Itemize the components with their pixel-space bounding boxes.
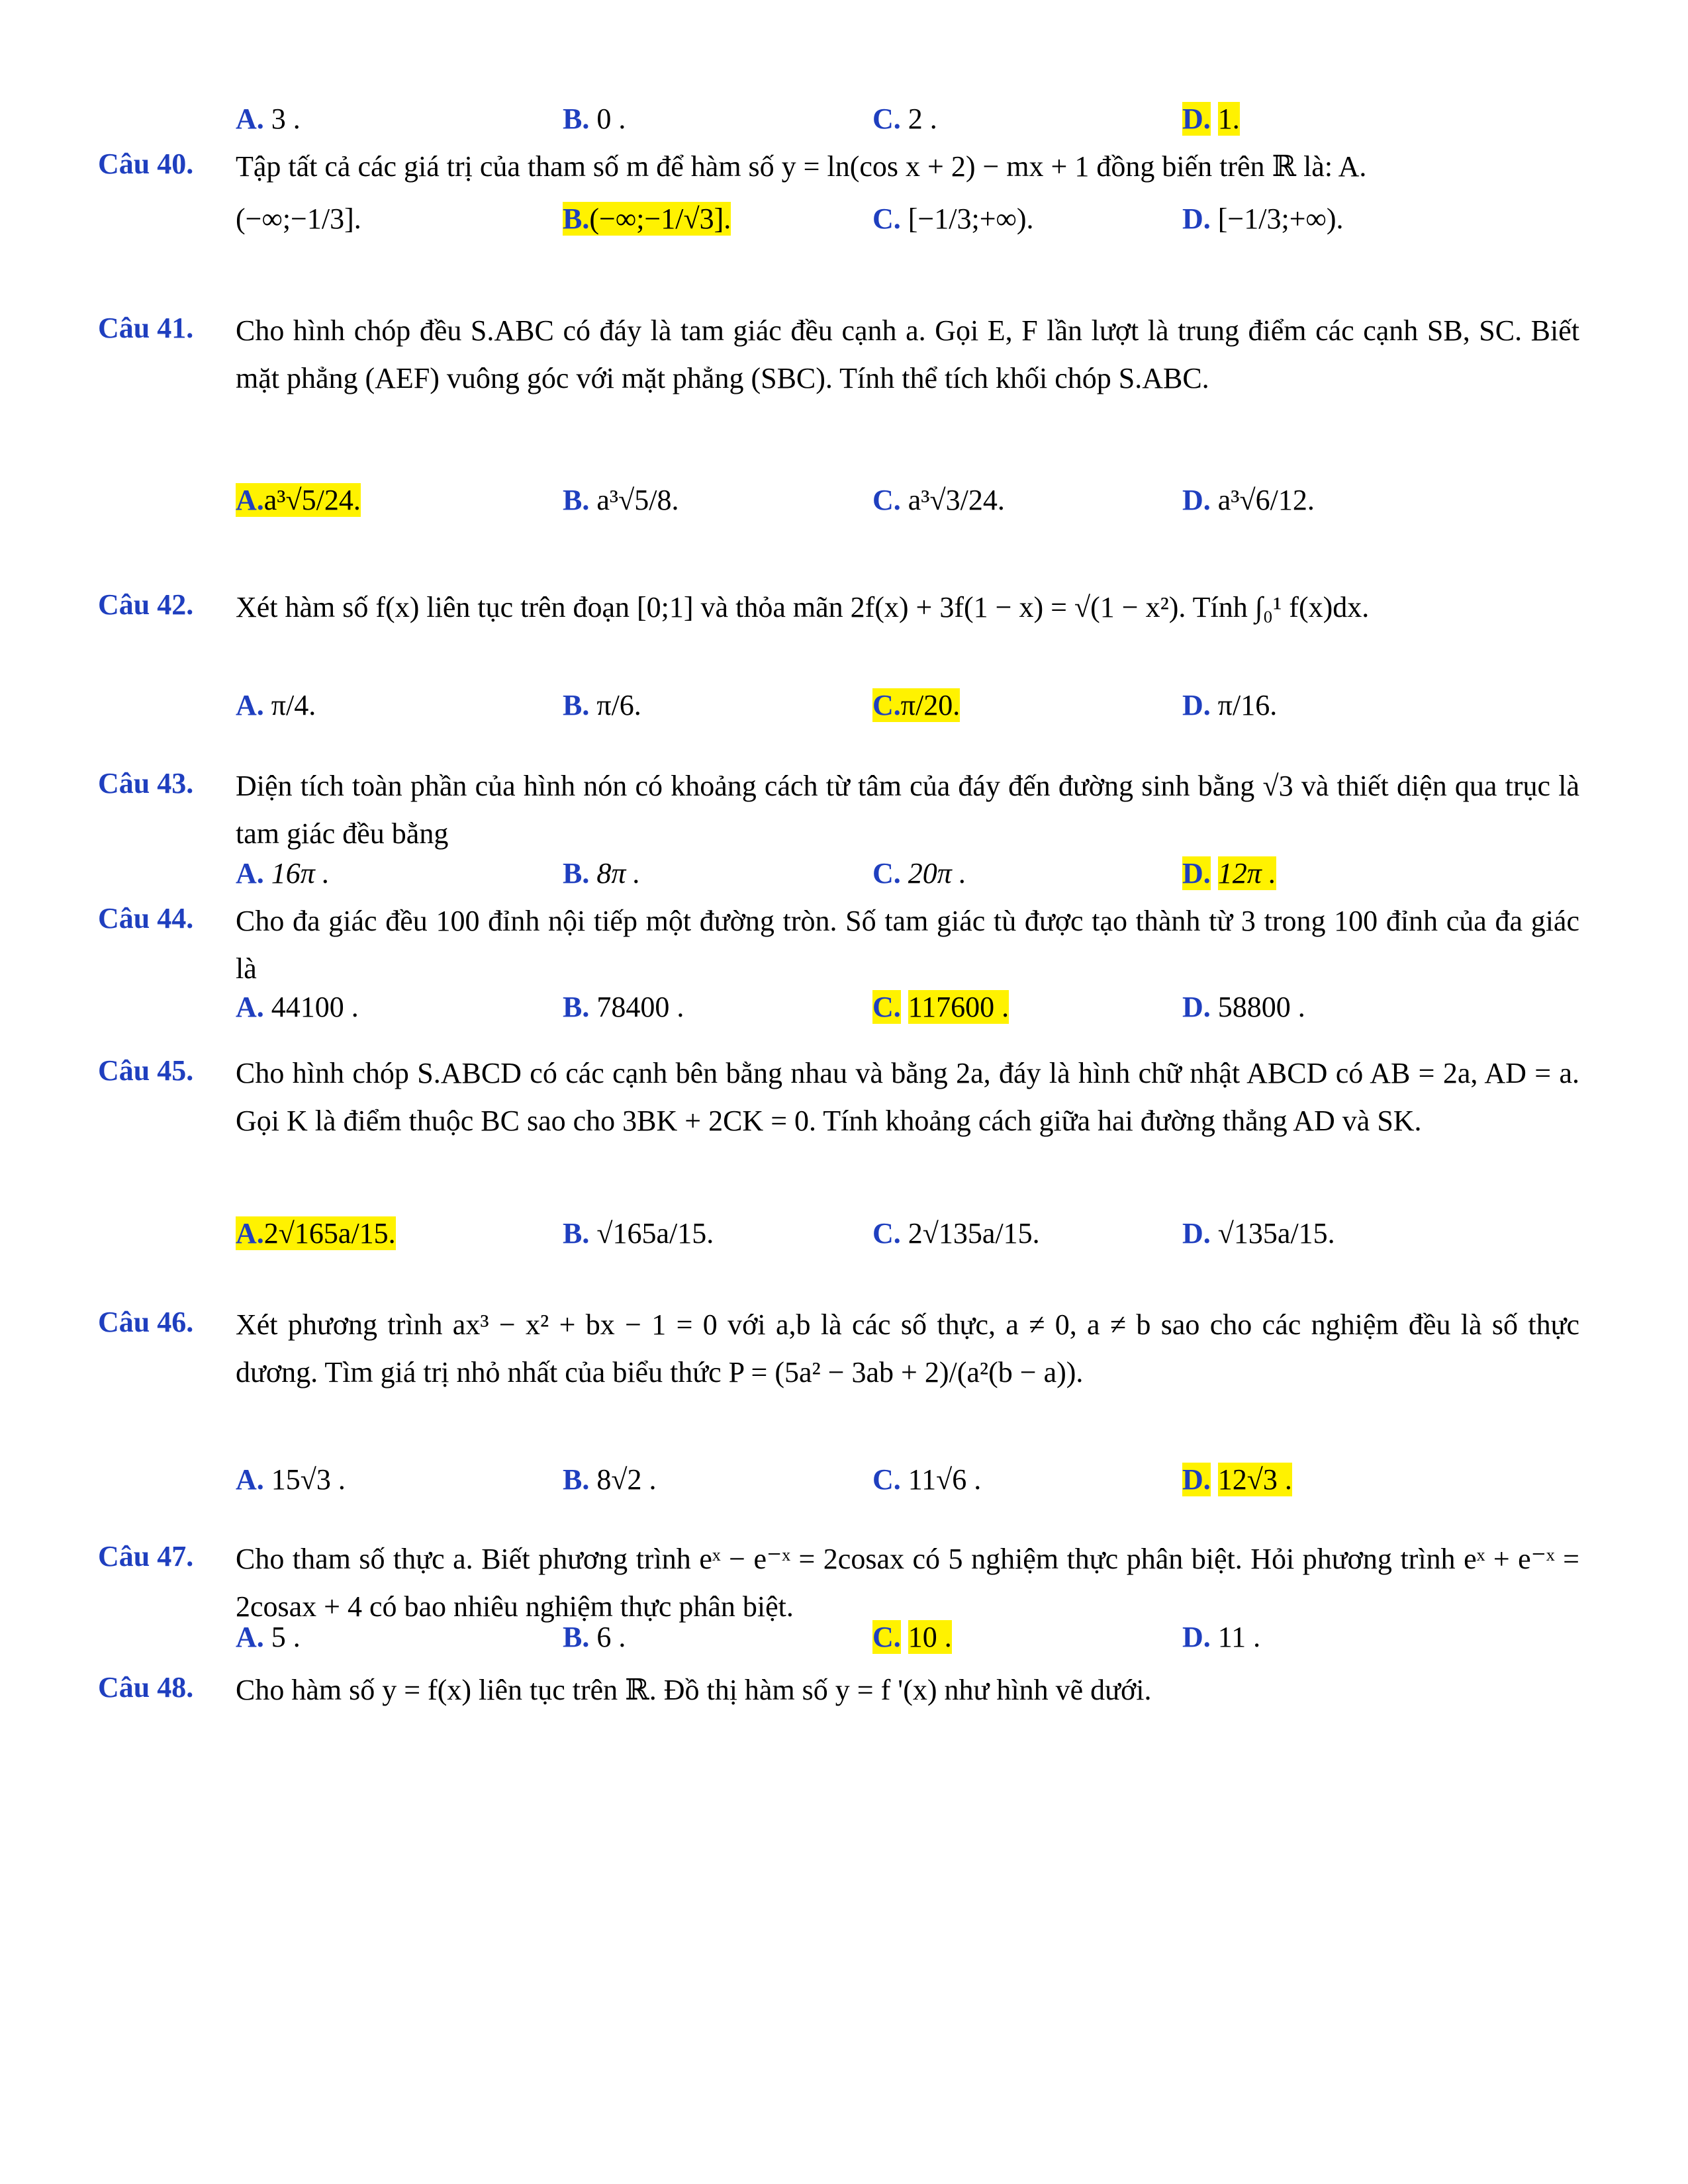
option-label: C. — [872, 103, 901, 135]
question-label-44: Câu 44. — [98, 902, 194, 934]
option-label: B. — [563, 1217, 590, 1250]
option-label: D. — [1182, 484, 1211, 516]
option-value: π/4. — [271, 689, 316, 721]
option-a-43 — [236, 856, 330, 890]
option-value: 58800 . — [1217, 991, 1305, 1023]
question-text-46: Xét phương trình ax³ − x² + bx − 1 = 0 với a,b là các số thực, a ≠ 0, a ≠ b sao cho các nghiệm đều là số thực dương. Tìm giá trị nhỏ nhất của biểu thức P = (5a² − 3ab + 2)/(a²(b − a)). — [236, 1308, 1579, 1388]
option-label: A. — [236, 484, 264, 516]
question-label-46: Câu 46. — [98, 1306, 194, 1338]
option-value: 44100 . — [271, 991, 359, 1023]
option-label: C. — [872, 857, 901, 889]
option-label: C. — [872, 991, 901, 1023]
option-label: D. — [1182, 1463, 1211, 1496]
option-value: 12√3 . — [1217, 1463, 1292, 1496]
option-label: C. — [872, 689, 901, 721]
option-value: [−1/3;+∞). — [908, 203, 1034, 235]
question-text-48: Cho hàm số y = f(x) liên tục trên ℝ. Đồ thị hàm số y = f '(x) như hình vẽ dưới. — [236, 1674, 1152, 1706]
option-label: A. — [236, 1217, 264, 1250]
option-value: 0 . — [596, 103, 626, 135]
option-label: C. — [872, 1217, 901, 1250]
option-b-41 — [563, 483, 679, 517]
option-value: √165a/15. — [596, 1217, 714, 1250]
option-b-46 — [563, 1463, 657, 1496]
option-c-46 — [872, 1463, 981, 1496]
prev-option-d — [1182, 102, 1240, 136]
option-label: C. — [872, 1463, 901, 1496]
option-value: a³√6/12. — [1217, 484, 1315, 516]
option-value: 78400 . — [596, 991, 684, 1023]
option-value: 11 . — [1217, 1621, 1261, 1653]
option-d-42 — [1182, 688, 1277, 722]
option-label: C. — [872, 484, 901, 516]
option-a-46 — [236, 1463, 346, 1496]
option-a-41 — [236, 483, 361, 517]
question-label-41: Câu 41. — [98, 312, 194, 344]
option-c-40 — [872, 202, 1034, 236]
option-d-46 — [1182, 1463, 1292, 1496]
option-b-43 — [563, 856, 640, 890]
option-value: π/16. — [1217, 689, 1278, 721]
option-value: 15√3 . — [271, 1463, 346, 1496]
option-label: B. — [563, 689, 590, 721]
question-label-40: Câu 40. — [98, 148, 194, 180]
option-value: 3 . — [271, 103, 301, 135]
option-d-41 — [1182, 483, 1315, 517]
option-c-41 — [872, 483, 1005, 517]
question-text-43: Diện tích toàn phần của hình nón có khoảng cách từ tâm của đáy đến đường sinh bằng √3 và thiết diện qua trục là tam giác đều bằng — [236, 770, 1579, 850]
option-c-42 — [872, 688, 960, 722]
option-value: 5 . — [271, 1621, 301, 1653]
option-value: 8√2 . — [596, 1463, 657, 1496]
option-a-47 — [236, 1620, 301, 1654]
option-d-43 — [1182, 856, 1276, 890]
option-value: 10 . — [908, 1621, 952, 1653]
question-label-43: Câu 43. — [98, 767, 194, 799]
option-value: 12π . — [1217, 857, 1276, 889]
option-c-45 — [872, 1216, 1040, 1250]
question-text-45: Cho hình chóp S.ABCD có các cạnh bên bằng nhau và bằng 2a, đáy là hình chữ nhật ABCD có AB = 2a, AD = a. Gọi K là điểm thuộc BC sao cho 3BK + 2CK = 0. Tính khoảng cách giữa hai đường thẳng AD và SK. — [236, 1057, 1579, 1137]
option-d-40 — [1182, 202, 1344, 236]
option-label: B. — [563, 103, 590, 135]
option-c-47 — [872, 1620, 952, 1654]
option-label: A. — [236, 1463, 264, 1496]
question-label-48: Câu 48. — [98, 1671, 194, 1704]
option-value: 16π . — [271, 857, 330, 889]
option-b-40 — [563, 202, 731, 236]
option-b-44 — [563, 990, 684, 1024]
option-d-47 — [1182, 1620, 1260, 1654]
option-a-40 — [236, 202, 361, 236]
option-label: B. — [563, 1463, 590, 1496]
option-label: A. — [236, 991, 264, 1023]
option-value: a³√5/8. — [596, 484, 679, 516]
option-a-44 — [236, 990, 359, 1024]
option-value: a³√5/24. — [263, 484, 361, 516]
option-value: [−1/3;+∞). — [1217, 203, 1344, 235]
option-d-45 — [1182, 1216, 1335, 1250]
option-label: B. — [563, 1621, 590, 1653]
option-label: D. — [1182, 689, 1211, 721]
option-label: D. — [1182, 203, 1211, 235]
option-label: D. — [1182, 103, 1211, 135]
option-value: 1. — [1217, 103, 1240, 135]
prev-option-b — [563, 102, 626, 136]
option-label: B. — [563, 857, 590, 889]
option-b-45 — [563, 1216, 714, 1250]
option-value: 117600 . — [908, 991, 1009, 1023]
option-a-42 — [236, 688, 316, 722]
option-label: D. — [1182, 1621, 1211, 1653]
question-text-44: Cho đa giác đều 100 đỉnh nội tiếp một đường tròn. Số tam giác tù được tạo thành từ 3 trong 100 đỉnh của đa giác là — [236, 905, 1579, 985]
question-label-45: Câu 45. — [98, 1054, 194, 1087]
option-value: 20π . — [908, 857, 966, 889]
option-b-47 — [563, 1620, 626, 1654]
option-label: A. — [236, 1621, 264, 1653]
option-label: C. — [872, 1621, 901, 1653]
option-label: A. — [236, 103, 264, 135]
question-label-47: Câu 47. — [98, 1540, 194, 1572]
prev-option-c — [872, 102, 937, 136]
option-b-42 — [563, 688, 641, 722]
option-label: B. — [563, 991, 590, 1023]
option-value: π/20. — [900, 689, 961, 721]
option-label: A. — [236, 689, 264, 721]
option-label: B. — [563, 203, 590, 235]
question-text-41: Cho hình chóp đều S.ABC có đáy là tam giác đều cạnh a. Gọi E, F lần lượt là trung điểm các cạnh SB, SC. Biết mặt phẳng (AEF) vuông góc với mặt phẳng (SBC). Tính thể tích khối chóp S.ABC. — [236, 314, 1579, 394]
option-value: 6 . — [596, 1621, 626, 1653]
option-value: 2√165a/15. — [263, 1217, 396, 1250]
option-value: 11√6 . — [908, 1463, 982, 1496]
option-value: π/6. — [596, 689, 641, 721]
option-a-45 — [236, 1216, 396, 1250]
option-label: D. — [1182, 857, 1211, 889]
option-value: a³√3/24. — [908, 484, 1005, 516]
option-c-44 — [872, 990, 1009, 1024]
option-label: B. — [563, 484, 590, 516]
option-value: 8π . — [596, 857, 641, 889]
option-label: A. — [236, 857, 264, 889]
option-label: D. — [1182, 1217, 1211, 1250]
question-text-42: Xét hàm số f(x) liên tục trên đoạn [0;1] và thỏa mãn 2f(x) + 3f(1 − x) = √(1 − x²). Tính ∫₀¹ f(x)dx. — [236, 591, 1370, 623]
option-value: (−∞;−1/√3]. — [589, 203, 731, 235]
prev-option-a — [236, 102, 301, 136]
option-value: (−∞;−1/3]. — [236, 203, 361, 235]
option-label: D. — [1182, 991, 1211, 1023]
question-text-47: Cho tham số thực a. Biết phương trình eˣ − e⁻ˣ = 2cosax có 5 nghiệm thực phân biệt. Hỏi phương trình eˣ + e⁻ˣ = 2cosax + 4 có bao nhiêu nghiệm thực phân biệt. — [236, 1543, 1579, 1623]
question-label-42: Câu 42. — [98, 588, 194, 621]
option-value: √135a/15. — [1217, 1217, 1335, 1250]
option-value: 2√135a/15. — [908, 1217, 1040, 1250]
option-c-43 — [872, 856, 966, 890]
question-text-40: Tập tất cả các giá trị của tham số m để hàm số y = ln(cos x + 2) − mx + 1 đồng biến trên ℝ là: A. — [236, 150, 1367, 183]
option-label: C. — [872, 203, 901, 235]
option-value: 2 . — [908, 103, 937, 135]
option-d-44 — [1182, 990, 1305, 1024]
